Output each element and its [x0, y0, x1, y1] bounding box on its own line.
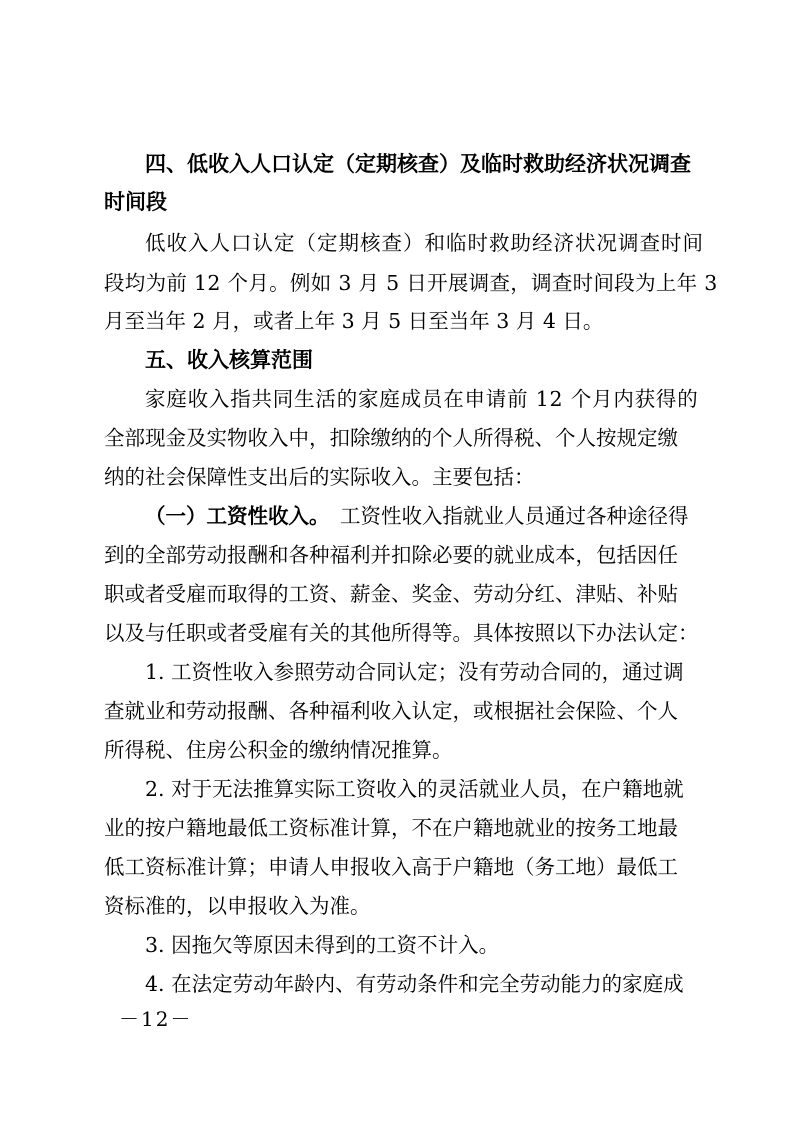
paragraph-line: 4. 在法定劳动年龄内、有劳动条件和完全劳动能力的家庭成 — [145, 972, 684, 996]
section-heading-continued — [0, 183, 793, 221]
paragraph-line: 低收入人口认定（定期核查）和临时救助经济状况调查时间 — [145, 231, 704, 255]
paragraph-line: 段均为前 12 个月。例如 3 月 5 日开展调查，调查时间段为上年 3 — [104, 271, 718, 295]
section-heading: 五、收入核算范围 — [145, 348, 313, 372]
paragraph-line: 2. 对于无法推算实际工资收入的灵活就业人员，在户籍地就 — [145, 777, 684, 801]
heading-text: 四、低收入人口认定（定期核查）及临时救助经济状况调查 — [145, 152, 691, 176]
page-number: －12－ — [119, 1007, 193, 1031]
heading-text: 时间段 — [104, 190, 167, 214]
paragraph-line: 以及与任职或者受雇有关的其他所得等。具体按照以下办法认定： — [104, 621, 699, 645]
item-line: （一）工资性收入。 工资性收入指就业人员通过各种途径得 — [0, 497, 793, 535]
paragraph-line: 3. 因拖欠等原因未得到的工资不计入。 — [145, 933, 500, 957]
paragraph-line: 月至当年 2 月，或者上年 3 月 5 日至当年 3 月 4 日。 — [104, 309, 604, 333]
paragraph-line: 业的按户籍地最低工资标准计算，不在户籍地就业的按务工地最 — [104, 816, 678, 840]
paragraph-line: 所得税、住房公积金的缴纳情况推算。 — [104, 738, 453, 762]
paragraph-line: 到的全部劳动报酬和各种福利并扣除必要的就业成本，包括因任 — [104, 543, 678, 567]
paragraph-line: 资标准的，以申报收入为准。 — [104, 894, 371, 918]
paragraph-line: 家庭收入指共同生活的家庭成员在申请前 12 个月内获得的 — [145, 387, 699, 411]
paragraph-line: 低工资标准计算；申请人申报收入高于户籍地（务工地）最低工 — [104, 855, 678, 879]
paragraph-line: 全部现金及实物收入中，扣除缴纳的个人所得税、个人按规定缴 — [104, 426, 678, 450]
section-heading — [0, 145, 793, 183]
paragraph-line: 职或者受雇而取得的工资、薪金、奖金、劳动分红、津贴、补贴 — [104, 582, 678, 606]
paragraph-line: 1. 工资性收入参照劳动合同认定；没有劳动合同的，通过调 — [145, 660, 684, 684]
item-title: （一）工资性收入。 — [145, 504, 330, 528]
paragraph-line: 查就业和劳动报酬、各种福利收入认定，或根据社会保险、个人 — [104, 699, 678, 723]
paragraph-line: 纳的社会保障性支出后的实际收入。主要包括： — [104, 465, 535, 489]
